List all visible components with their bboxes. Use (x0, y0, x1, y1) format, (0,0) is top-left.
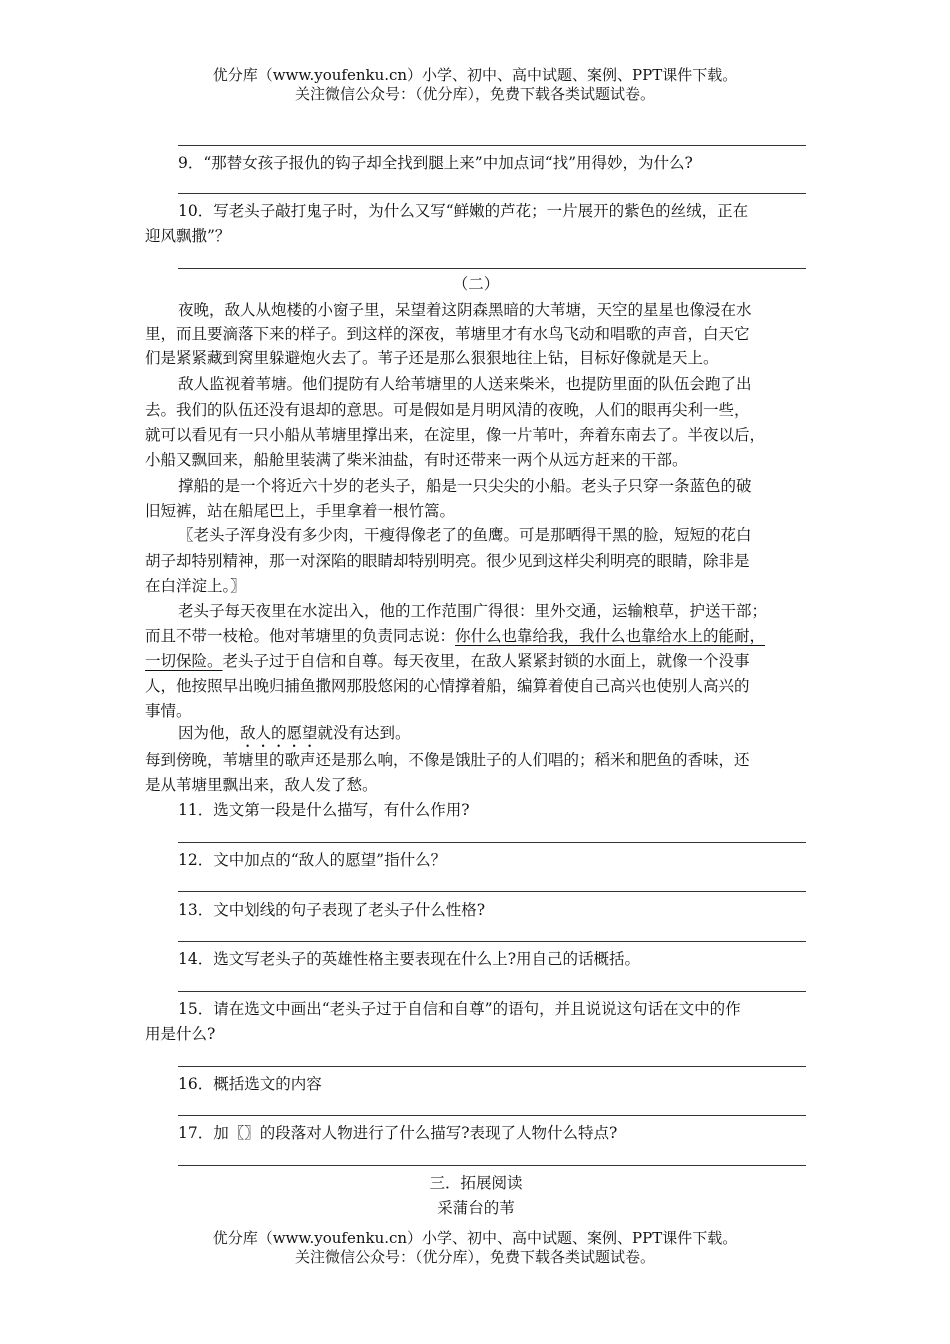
answer-line (178, 891, 806, 892)
answer-line (178, 268, 806, 269)
question-12: 12．文中加点的“敌人的愿望”指什么？ (178, 851, 447, 869)
footer-line-1: 优分库（www.youfenku.cn）小学、初中、高中试题、案例、PPT课件下载。 (212, 1229, 738, 1247)
section-2-label: （二） (452, 275, 500, 293)
passage-line-with-underline (145, 649, 807, 673)
answer-line (178, 145, 806, 146)
question-16: 16．概括选文的内容 (178, 1075, 322, 1093)
passage-line: 人，他按照早出晚归捕鱼撒网那股悠闲的心情撑着船，编算着使自己高兴也使别人高兴的 (145, 677, 750, 695)
footer-line-2: 关注微信公众号：（优分库），免费下载各类试题试卷。 (294, 1248, 655, 1266)
header-line-2: 关注微信公众号：（优分库），免费下载各类试题试卷。 (294, 85, 655, 103)
underlined-sentence: 一切保险。 (145, 652, 223, 670)
question-15-line-1: 15．请在选文中画出“老头子过于自信和自尊”的语句，并且说说这句话在文中的作 (178, 1000, 741, 1018)
passage-text: 而且不带一枝枪。他对苇塘里的负责同志说： (145, 627, 456, 645)
header-line-1: 优分库（www.youfenku.cn）小学、初中、高中试题、案例、PPT课件下载。 (212, 66, 738, 84)
answer-line (178, 1165, 806, 1166)
passage-line: 是从苇塘里飘出来，敌人发了愁。 (145, 776, 378, 794)
passage-text: 老头子过于自信和自尊。每天夜里，在敌人紧紧封锁的水面上，就像一个没事 (222, 652, 750, 670)
passage-line: 旧短裤，站在船尾巴上，手里拿着一根竹篙。 (145, 502, 456, 520)
passage-line-with-dots (178, 721, 840, 751)
passage-text: 就没有达到。 (317, 724, 411, 742)
question-15-line-2: 用是什么? (145, 1025, 216, 1043)
question-14: 14．选文写老头子的英雄性格主要表现在什么上?用自己的话概括。 (178, 950, 641, 968)
passage-line: 事情。 (145, 702, 192, 720)
passage-line: 夜晚，敌人从炮楼的小窗子里，呆望着这阴森黑暗的大苇塘，天空的星星也像浸在水 (178, 301, 752, 319)
page-footer (0, 1229, 950, 1267)
passage-line: 里，而且要滴落下来的样子。到这样的深夜，苇塘里才有水鸟飞动和唱歌的声音，白天它 (145, 325, 750, 343)
passage-line: 撑船的是一个将近六十岁的老头子，船是一只尖尖的小船。老头子只穿一条蓝色的破 (178, 477, 752, 495)
passage-line: 敌人监视着苇塘。他们提防有人给苇塘里的人送来柴米，也提防里面的队伍会跑了出 (178, 375, 752, 393)
question-9: 9．“那替女孩子报仇的钩子却全找到腿上来”中加点词“找”用得妙，为什么? (178, 154, 693, 172)
passage-text: 因为他， (178, 724, 241, 742)
passage-line: 小船又飘回来，船舱里装满了柴米油盐，有时还带来一两个从远方赶来的干部。 (145, 451, 688, 469)
passage-line: 老头子每天夜里在水淀出入，他的工作范围广得很：里外交通，运输粮草，护送干部； (178, 602, 768, 620)
dotted-phrase: 敌人的愿望 (240, 724, 318, 742)
answer-line (178, 1115, 806, 1116)
passage-line-with-underline (145, 624, 807, 648)
passage-line: 就可以看见有一只小船从苇塘里撑出来，在淀里，像一片苇叶，奔着东南去了。半夜以后， (145, 426, 766, 444)
page-header (0, 66, 950, 104)
passage-line: 每到傍晚，苇塘里的歌声还是那么响，不像是饿肚子的人们唱的；稻米和肥鱼的香味，还 (145, 751, 750, 769)
answer-line (178, 1066, 806, 1067)
answer-line (178, 193, 806, 194)
question-17: 17．加〖〗的段落对人物进行了什么描写?表现了人物什么特点? (178, 1124, 618, 1142)
section-3-title: 三．拓展阅读 (429, 1174, 523, 1192)
question-13: 13．文中划线的句子表现了老头子什么性格? (178, 901, 486, 919)
answer-line (178, 842, 806, 843)
answer-line (178, 991, 806, 992)
answer-line (178, 941, 806, 942)
question-11: 11．选文第一段是什么描写，有什么作用? (178, 801, 470, 819)
passage-line: 们是紧紧藏到窝里躲避炮火去了。苇子还是那么狠狠地往上钻，目标好像就是天上。 (145, 349, 719, 367)
underlined-sentence: 你什么也靠给我，我什么也靠给水上的能耐， (455, 627, 766, 645)
bracketed-paragraph-line: 〖老头子浑身没有多少肉，干瘦得像老了的鱼鹰。可是那晒得干黑的脸，短短的花白 (178, 526, 752, 544)
bracketed-paragraph-line: 胡子却特别精神，那一对深陷的眼睛却特别明亮。很少见到这样尖利明亮的眼睛，除非是 (145, 552, 750, 570)
section-3-subtitle: 采蒲台的苇 (437, 1199, 515, 1217)
question-10-line-1: 10．写老头子敲打鬼子时，为什么又写“鲜嫩的芦花；一片展开的紫色的丝绒，正在 (178, 202, 749, 220)
bracketed-paragraph-line: 在白洋淀上。〗 (145, 577, 246, 595)
passage-line: 去。我们的队伍还没有退却的意思。可是假如是月明风清的夜晚，人们的眼再尖利一些， (145, 401, 750, 419)
question-10-line-2: 迎风飘撒”？ (145, 227, 231, 245)
